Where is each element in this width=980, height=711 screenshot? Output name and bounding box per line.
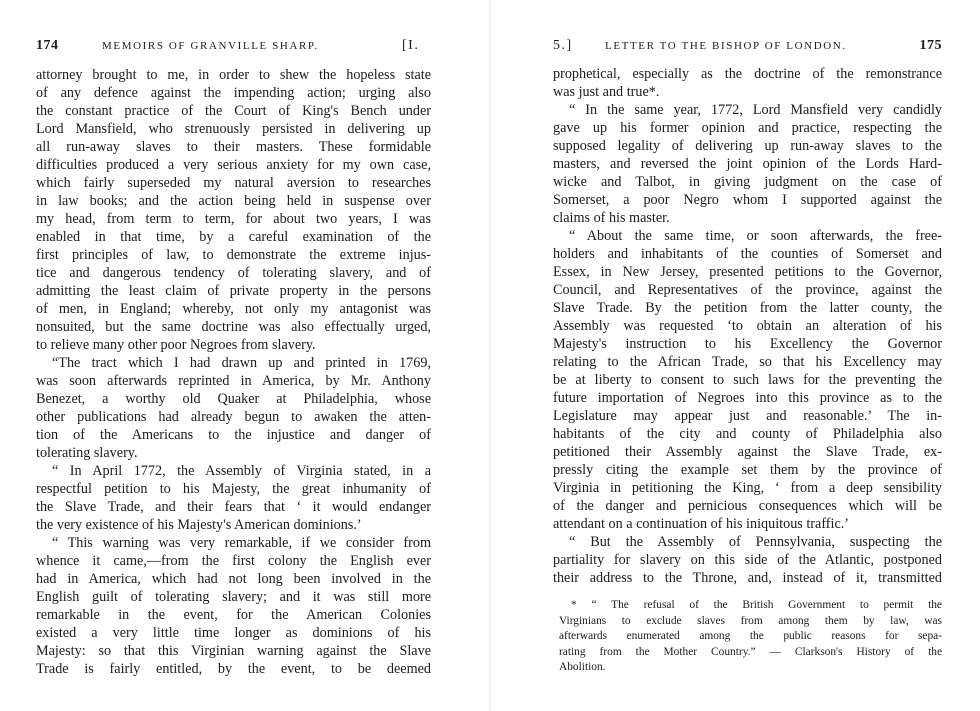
text-line: tion of the Americans to the injustice and danger of (36, 427, 431, 443)
text-line: “The tract which I had drawn up and printed in 1769, (52, 355, 431, 371)
text-line: all run-away slaves to their masters. These formidable (36, 139, 431, 155)
footnote-line: afterwards enumerated among the public reasons for sepa- (559, 630, 942, 642)
book-gutter (488, 0, 492, 711)
text-line: was just and true*. (553, 84, 660, 100)
text-line: future importation of Negroes into this province as to the (553, 390, 942, 406)
text-line: gave up his former opinion and practice, respecting the (553, 120, 942, 136)
footnote-line: Abolition. (559, 661, 606, 673)
text-line: attorney brought to me, in order to shew the hopeless state (36, 67, 431, 83)
text-line: “ This warning was very remarkable, if we consider from (52, 535, 431, 551)
text-line: English guilt of tolerating slavery; and it was still more (36, 589, 431, 605)
text-line: “ But the Assembly of Pennsylvania, suspecting the (569, 534, 942, 550)
text-line: of the danger and pernicious consequences which will be (553, 498, 942, 514)
text-line: whence it came,—from the first colony the English ever (36, 553, 431, 569)
text-line: the constant practice of the Court of King's Bench under (36, 103, 431, 119)
text-line: of men, in England; whereby, not only my antagonist was (36, 301, 431, 317)
footnote-line: Virginians to exclude slaves from among them by law, was (559, 614, 942, 627)
text-line: holders and inhabitants of the counties of Somerset and (553, 246, 942, 262)
text-line: difficulties produced a very serious anxiety for my own case, (36, 157, 431, 173)
text-line: existed a very little time longer as dominions of his (36, 625, 431, 641)
text-line: Benezet, a worthy old Quaker at Philadelphia, whose (36, 391, 431, 407)
text-line: first principles of law, to demonstrate the extreme injus- (36, 247, 431, 263)
page-number: 175 (919, 38, 942, 53)
text-line: Council, and Representatives of the province, against the (553, 282, 942, 298)
text-line: was soon afterwards reprinted in America, by Mr. Anthony (36, 373, 431, 389)
text-line: claims of his master. (553, 210, 670, 226)
text-line: the Slave Trade, and their fears that ‘ it would endanger (36, 499, 431, 515)
body-text (553, 65, 942, 587)
text-line: Slave Trade. By the petition from the latter county, the (553, 300, 942, 316)
text-line: prophetical, especially as the doctrine of the remonstrance (553, 66, 942, 82)
text-line: the very existence of his Majesty's American dominions.’ (36, 517, 362, 533)
footnote (559, 598, 942, 676)
text-line: Assembly was requested ‘to obtain an alteration of his (553, 318, 942, 334)
running-title: LETTER TO THE BISHOP OF LONDON. (605, 40, 847, 52)
text-line: my head, from term to term, for about two years, I was (36, 211, 431, 227)
running-head (36, 38, 431, 56)
text-line: to relieve many other poor Negroes from slavery. (36, 337, 316, 353)
text-line: pressly citing the example set them by the province of (553, 462, 942, 478)
text-line: remarkable in the event, for the American Colonies (36, 607, 431, 623)
text-line: enabled in that time, by a careful examination of the (36, 229, 431, 245)
text-line: “ In April 1772, the Assembly of Virginia stated, in a (52, 463, 431, 479)
text-line: Legislature may appear just and reasonable.’ The in- (553, 408, 942, 424)
footnote-line: rating from the Mother Country.” — Clarkson's History of the (559, 645, 942, 658)
text-line: Majesty: so that this Virginian warning against the Slave (36, 643, 431, 659)
page-number: 174 (36, 38, 59, 53)
text-line: Lord Mansfield, who strenuously persisted in delivering up (36, 121, 431, 137)
section-mark: [I. (402, 38, 420, 53)
text-line: tolerating slavery. (36, 445, 138, 461)
section-mark: 5.] (553, 38, 573, 53)
text-line: attendant on a continuation of his iniquitous traffic.’ (553, 516, 850, 532)
text-line: of any defence against the impending action; urging also (36, 85, 431, 101)
text-line: had in America, which had not long been involved in the (36, 571, 431, 587)
text-line: nonsuited, but the same doctrine was also effectually urged, (36, 319, 431, 335)
body-text (36, 66, 431, 678)
running-title: MEMOIRS OF GRANVILLE SHARP. (102, 40, 319, 52)
text-line: wicke and Talbot, in giving judgment on the case of (553, 174, 942, 190)
text-line: “ About the same time, or soon afterwards, the free- (569, 228, 942, 244)
text-line: masters, and reversed the joint opinion of the Lords Hard- (553, 156, 942, 172)
text-line: Somerset, a poor Negro whom I supported against the (553, 192, 942, 208)
text-line: Virginia in petitioning the King, ‘ from a deep sensibility (553, 480, 942, 496)
text-line: partiality for slavery on this side of the Atlantic, postponed (553, 552, 942, 568)
text-line: their address to the Throne, and, instead of it, transmitted (553, 570, 942, 586)
running-head (553, 38, 942, 56)
text-line: admitting the least claim of private property in the persons (36, 283, 431, 299)
text-line: tice and dangerous tendency of tolerating slavery, and of (36, 265, 431, 281)
text-line: other publications had already begun to awaken the atten- (36, 409, 431, 425)
text-line: Majesty's instruction to his Excellency the Governor (553, 336, 942, 352)
text-line: respectful petition to his Majesty, the great inhumanity of (36, 481, 431, 497)
text-line: habitants of the city and county of Philadelphia also (553, 426, 942, 442)
text-line: “ In the same year, 1772, Lord Mansfield very candidly (569, 102, 942, 118)
text-line: supposed legality of delivering up run-away slaves to the (553, 138, 942, 154)
text-line: petitioned their Assembly against the Slave Trade, ex- (553, 444, 942, 460)
text-line: be at liberty to consent to such laws for the preventing the (553, 372, 942, 388)
text-line: in law books; and the action being held in suspense over (36, 193, 431, 209)
text-line: Trade is fairly entitled, by the event, to be deemed (36, 661, 431, 677)
text-line: relating to the African Trade, so that his Excellency may (553, 354, 942, 370)
text-line: Essex, in New Jersey, presented petitions to the Governor, (553, 264, 942, 280)
text-line: which fairly superseded my natural aversion to researches (36, 175, 431, 191)
footnote-line: * “ The refusal of the British Government to permit the (571, 599, 942, 611)
